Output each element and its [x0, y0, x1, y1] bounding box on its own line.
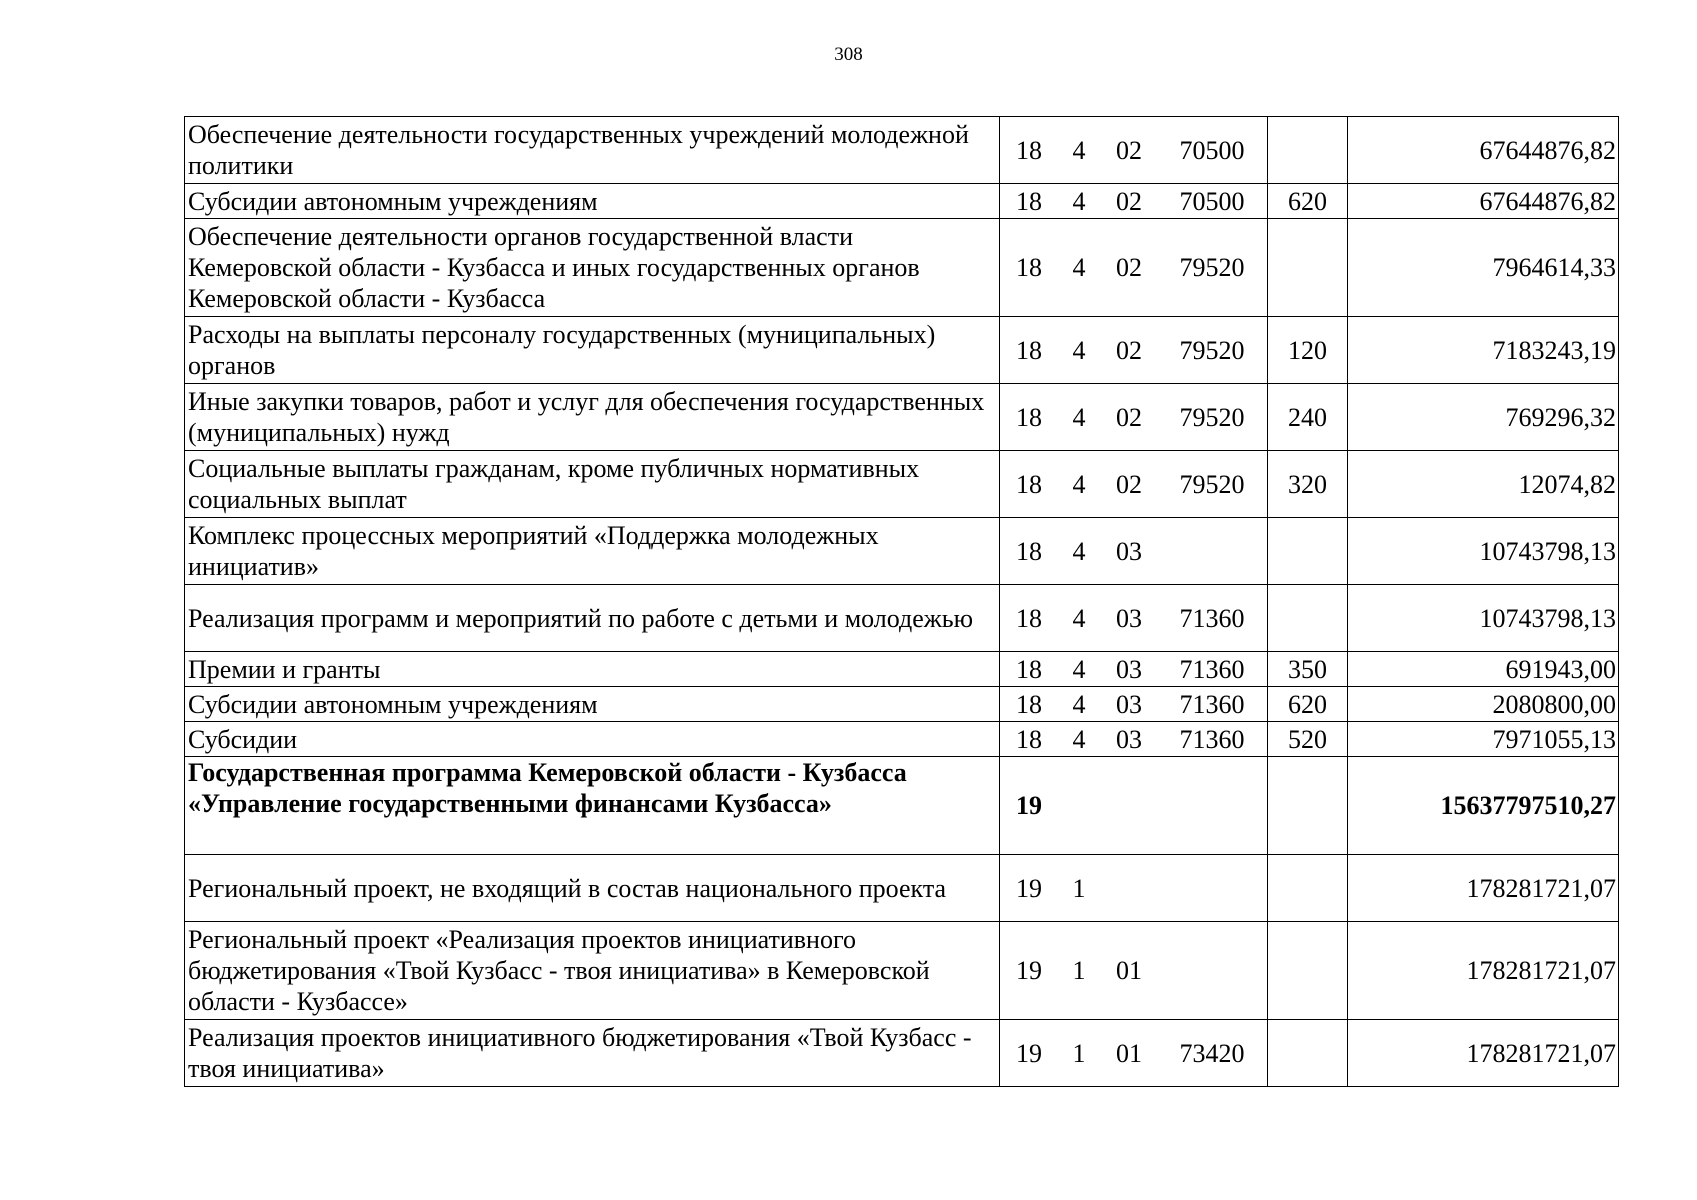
row-codes: [1000, 1020, 1268, 1087]
row-amount: 10743798,13: [1348, 585, 1619, 652]
row-description: Субсидии: [185, 722, 1000, 757]
program-code: 19: [1016, 791, 1042, 820]
row-codes: [1000, 219, 1268, 317]
row-amount: 67644876,82: [1348, 184, 1619, 219]
row-codes: [1000, 317, 1268, 384]
row-amount: 12074,82: [1348, 451, 1619, 518]
expense-type-code: 520: [1268, 722, 1348, 757]
row-amount: 7964614,33: [1348, 219, 1619, 317]
direction-code: 73420: [1179, 1038, 1245, 1068]
row-amount: 7183243,19: [1348, 317, 1619, 384]
row-codes: [1000, 518, 1268, 585]
direction-code: 71360: [1179, 603, 1245, 633]
subprogram-code: 4: [1072, 536, 1086, 566]
row-description: Расходы на выплаты персоналу государственных (муниципальных) органов: [185, 317, 1000, 384]
group-code: 01: [1116, 956, 1142, 985]
row-description: Реализация проектов инициативного бюджетирования «Твой Кузбасс - твоя инициатива»: [185, 1020, 1000, 1087]
expense-type-code: 320: [1268, 451, 1348, 518]
row-codes: [1000, 652, 1268, 687]
direction-code: 79520: [1179, 253, 1245, 282]
row-amount: 769296,32: [1348, 384, 1619, 451]
program-code: 18: [1016, 724, 1042, 754]
group-code: 02: [1116, 186, 1142, 216]
direction-code: 71360: [1179, 724, 1245, 754]
expense-type-code: [1268, 922, 1348, 1020]
row-amount: 178281721,07: [1348, 855, 1619, 922]
group-code: 02: [1116, 135, 1142, 165]
row-description: Комплекс процессных мероприятий «Поддержка молодежных инициатив»: [185, 518, 1000, 585]
table-row: [185, 518, 1619, 585]
table-row: [185, 687, 1619, 722]
table-row: [185, 451, 1619, 518]
expense-type-code: 350: [1268, 652, 1348, 687]
group-code: 01: [1116, 1038, 1142, 1068]
expense-type-code: [1268, 585, 1348, 652]
row-codes: [1000, 184, 1268, 219]
row-codes: [1000, 855, 1268, 922]
expense-type-code: [1268, 855, 1348, 922]
table-row: [185, 219, 1619, 317]
program-code: 18: [1016, 536, 1042, 566]
group-code: 02: [1116, 335, 1142, 365]
group-code: 03: [1116, 603, 1142, 633]
direction-code: 79520: [1179, 402, 1245, 432]
subprogram-code: 4: [1072, 469, 1086, 499]
row-description: Реализация программ и мероприятий по работе с детьми и молодежью: [185, 585, 1000, 652]
expense-type-code: 620: [1268, 184, 1348, 219]
row-codes: [1000, 117, 1268, 184]
table-row: [185, 722, 1619, 757]
subprogram-code: 1: [1072, 873, 1086, 903]
table-row: [185, 652, 1619, 687]
table-row: [185, 384, 1619, 451]
row-codes: [1000, 757, 1268, 855]
row-codes: [1000, 922, 1268, 1020]
row-codes: [1000, 451, 1268, 518]
row-description: Социальные выплаты гражданам, кроме публичных нормативных социальных выплат: [185, 451, 1000, 518]
table-row: [185, 1020, 1619, 1087]
group-code: 02: [1116, 402, 1142, 432]
program-code: 19: [1016, 1038, 1042, 1068]
expense-type-code: [1268, 757, 1348, 855]
row-description: Иные закупки товаров, работ и услуг для обеспечения государственных (муниципальных) нужд: [185, 384, 1000, 451]
program-code: 18: [1016, 469, 1042, 499]
program-code: 19: [1016, 956, 1042, 985]
subprogram-code: 4: [1072, 186, 1086, 216]
group-code: 03: [1116, 654, 1142, 684]
subprogram-code: 1: [1072, 1038, 1086, 1068]
row-codes: [1000, 384, 1268, 451]
row-codes: [1000, 585, 1268, 652]
subprogram-code: 4: [1072, 135, 1086, 165]
table-row: [185, 184, 1619, 219]
subprogram-code: 4: [1072, 654, 1086, 684]
row-description: Обеспечение деятельности государственных учреждений молодежной политики: [185, 117, 1000, 184]
direction-code: 70500: [1179, 135, 1245, 165]
row-amount: 178281721,07: [1348, 1020, 1619, 1087]
direction-code: 71360: [1179, 689, 1245, 719]
row-amount: 7971055,13: [1348, 722, 1619, 757]
row-description: Премии и гранты: [185, 652, 1000, 687]
subprogram-code: 4: [1072, 689, 1086, 719]
row-description: Региональный проект, не входящий в состав национального проекта: [185, 855, 1000, 922]
row-amount: 178281721,07: [1348, 922, 1619, 1020]
row-codes: [1000, 687, 1268, 722]
program-code: 18: [1016, 335, 1042, 365]
program-code: 18: [1016, 603, 1042, 633]
expense-type-code: [1268, 518, 1348, 585]
table-row: [185, 922, 1619, 1020]
direction-code: 70500: [1179, 186, 1245, 216]
page-number: 308: [834, 44, 863, 65]
program-code: 18: [1016, 402, 1042, 432]
row-description: Региональный проект «Реализация проектов инициативного бюджетирования «Твой Кузбасс - твоя инициатива» в Кемеровской области - Кузбассе»: [185, 922, 1000, 1020]
row-codes: [1000, 722, 1268, 757]
program-code: 18: [1016, 186, 1042, 216]
row-amount: 15637797510,27: [1348, 757, 1619, 855]
subprogram-code: 4: [1072, 253, 1086, 282]
table-row: [185, 585, 1619, 652]
program-code: 19: [1016, 873, 1042, 903]
expense-type-code: [1268, 117, 1348, 184]
row-amount: 2080800,00: [1348, 687, 1619, 722]
program-code: 18: [1016, 135, 1042, 165]
subprogram-code: 4: [1072, 603, 1086, 633]
row-amount: 10743798,13: [1348, 518, 1619, 585]
group-code: 02: [1116, 469, 1142, 499]
expense-type-code: [1268, 1020, 1348, 1087]
subprogram-code: 4: [1072, 402, 1086, 432]
direction-code: 79520: [1179, 469, 1245, 499]
subprogram-code: 4: [1072, 335, 1086, 365]
direction-code: 79520: [1179, 335, 1245, 365]
program-code: 18: [1016, 253, 1042, 282]
program-code: 18: [1016, 689, 1042, 719]
expense-type-code: 120: [1268, 317, 1348, 384]
row-description: Субсидии автономным учреждениям: [185, 687, 1000, 722]
budget-table: [184, 116, 1619, 1087]
subprogram-code: 1: [1072, 956, 1086, 985]
table-row: [185, 757, 1619, 855]
row-description: Субсидии автономным учреждениям: [185, 184, 1000, 219]
group-code: 03: [1116, 724, 1142, 754]
table-row: [185, 855, 1619, 922]
row-amount: 67644876,82: [1348, 117, 1619, 184]
program-code: 18: [1016, 654, 1042, 684]
expense-type-code: 620: [1268, 687, 1348, 722]
row-description: Обеспечение деятельности органов государственной власти Кемеровской области - Кузбасса и иных государственных органов Кемеровской области - Кузбасса: [185, 219, 1000, 317]
expense-type-code: 240: [1268, 384, 1348, 451]
group-code: 02: [1116, 253, 1142, 282]
direction-code: 71360: [1179, 654, 1245, 684]
group-code: 03: [1116, 689, 1142, 719]
row-description: Государственная программа Кемеровской области - Кузбасса «Управление государственными финансами Кузбасса»: [185, 757, 1000, 855]
row-amount: 691943,00: [1348, 652, 1619, 687]
table-row: [185, 117, 1619, 184]
group-code: 03: [1116, 536, 1142, 566]
table-row: [185, 317, 1619, 384]
subprogram-code: 4: [1072, 724, 1086, 754]
expense-type-code: [1268, 219, 1348, 317]
